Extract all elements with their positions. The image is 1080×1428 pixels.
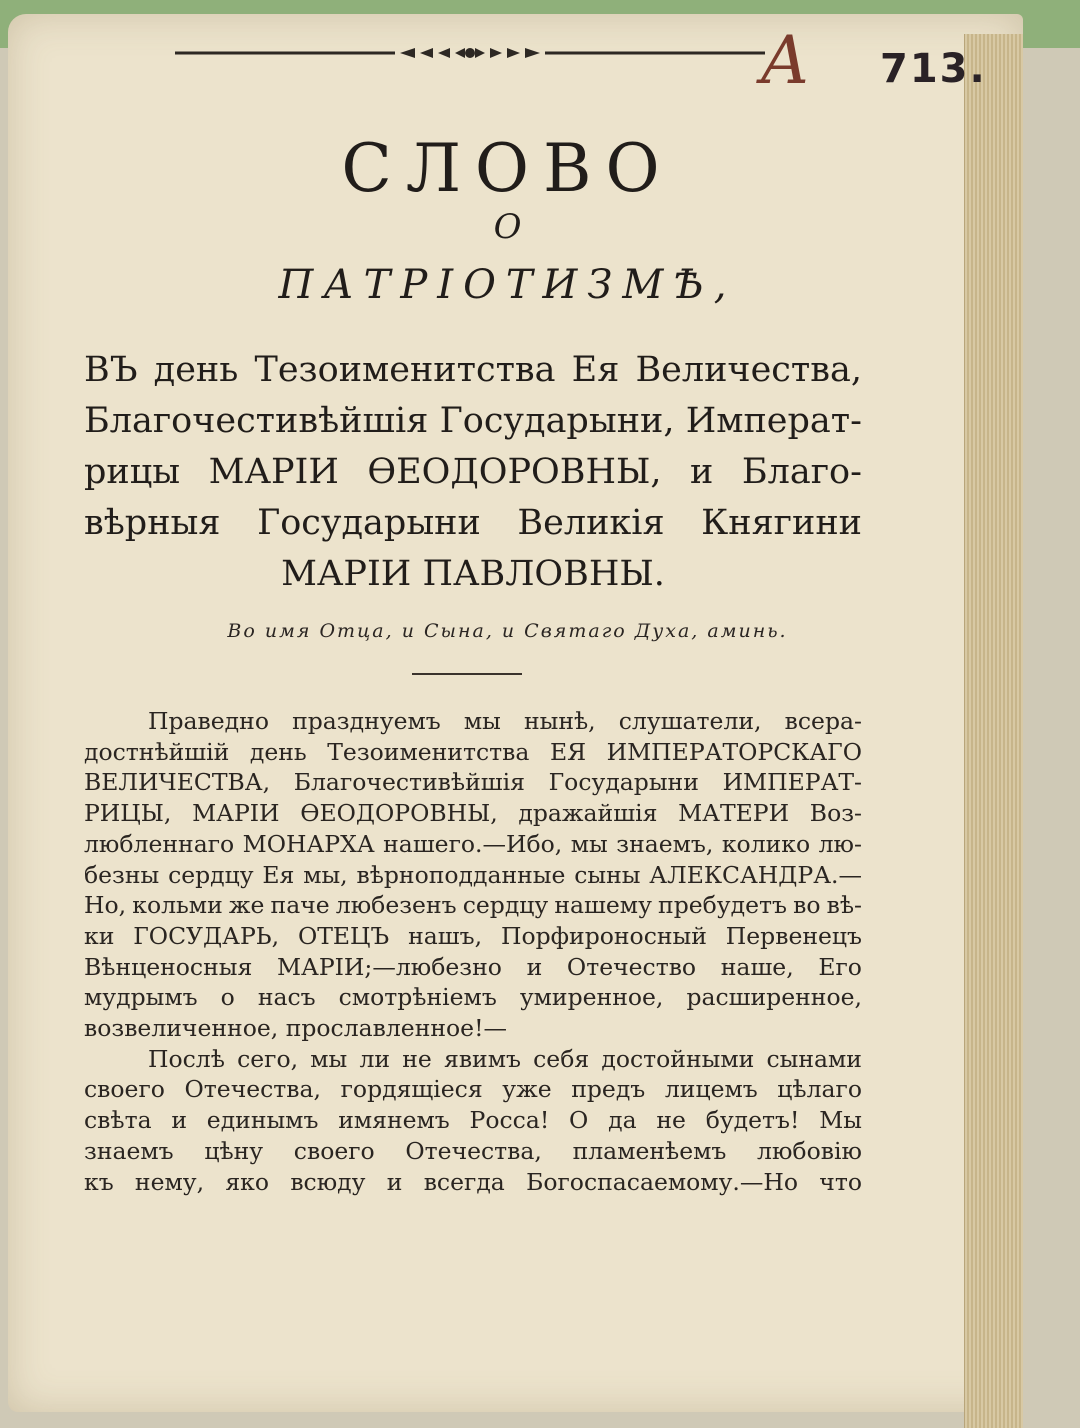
body-line: Но, кольми же паче любезенъ сердцу нашему пребудетъ во вѣ- — [84, 891, 862, 920]
title-preposition: О — [493, 207, 522, 247]
occasion-line: ВЪ день Тезоименитства Ея Величества, — [84, 350, 862, 390]
occasion-line: вѣрныя Государыни Великія Княгини — [84, 503, 862, 543]
body-line: достнѣйшій день Тезоименитства ЕЯ ИМПЕРАТОРСКАГО — [84, 737, 862, 766]
body-text — [84, 706, 862, 1197]
body-line: знаемъ цѣну своего Отечества, пламенѣемъ любовію — [84, 1136, 862, 1165]
body-line: своего Отечества, гордящіеся уже предъ лицемъ цѣлаго — [84, 1075, 862, 1104]
occasion-heading — [84, 345, 862, 600]
occasion-line: Благочестивѣйшія Государыни, Императ- — [84, 401, 862, 441]
occasion-line: МАРІИ ПАВЛОВНЫ. — [281, 554, 665, 594]
body-line: мудрымъ о насъ смотрѣніемъ умиренное, расширенное, — [84, 983, 862, 1012]
body-line: Праведно празднуемъ мы нынѣ, слушатели, всера- — [148, 707, 862, 735]
body-line: къ нему, яко всюду и всегда Богоспасаемому.—Но что — [84, 1167, 862, 1196]
occasion-line: рицы МАРІИ ѲЕОДОРОВНЫ, и Благо- — [84, 452, 862, 492]
body-line: возвеличенное, прославленное!— — [84, 1014, 508, 1043]
body-line: Вѣнценосныя МАРІИ;—любезно и Отечество наше, Его — [84, 952, 862, 981]
body-line: ки ГОСУДАРЬ, ОТЕЦЪ нашъ, Порфироносный Первенецъ — [84, 921, 862, 950]
body-line: безны сердцу Ея мы, вѣрноподданные сыны АЛЕКСАНДРА.— — [84, 860, 862, 889]
invocation: Во имя Отца, и Сына, и Святаго Духа, аминь. — [227, 620, 788, 642]
body-line: свѣта и единымъ имянемъ Росса! О да не будетъ! Мы — [84, 1106, 862, 1135]
body-line: Послѣ сего, мы ли не явимъ себя достойными сынами — [148, 1044, 862, 1073]
page-title: СЛОВО — [341, 130, 674, 207]
manuscript-number: 713. — [880, 46, 987, 92]
title-subject: ПАТРІОТИЗМѢ, — [278, 262, 737, 308]
divider-rule — [412, 673, 522, 675]
body-line: любленнаго МОНАРХА нашего.—Ибо, мы знаемъ, колико лю- — [84, 829, 862, 858]
body-line: РИЦЫ, МАРІИ ѲЕОДОРОВНЫ, дражайшія МАТЕРИ Воз- — [84, 799, 862, 828]
manuscript-letter: А — [760, 22, 810, 99]
ornamental-rule — [175, 44, 765, 62]
body-line: ВЕЛИЧЕСТВА, Благочестивѣйшія Государыни ИМПЕРАТ- — [84, 768, 862, 797]
